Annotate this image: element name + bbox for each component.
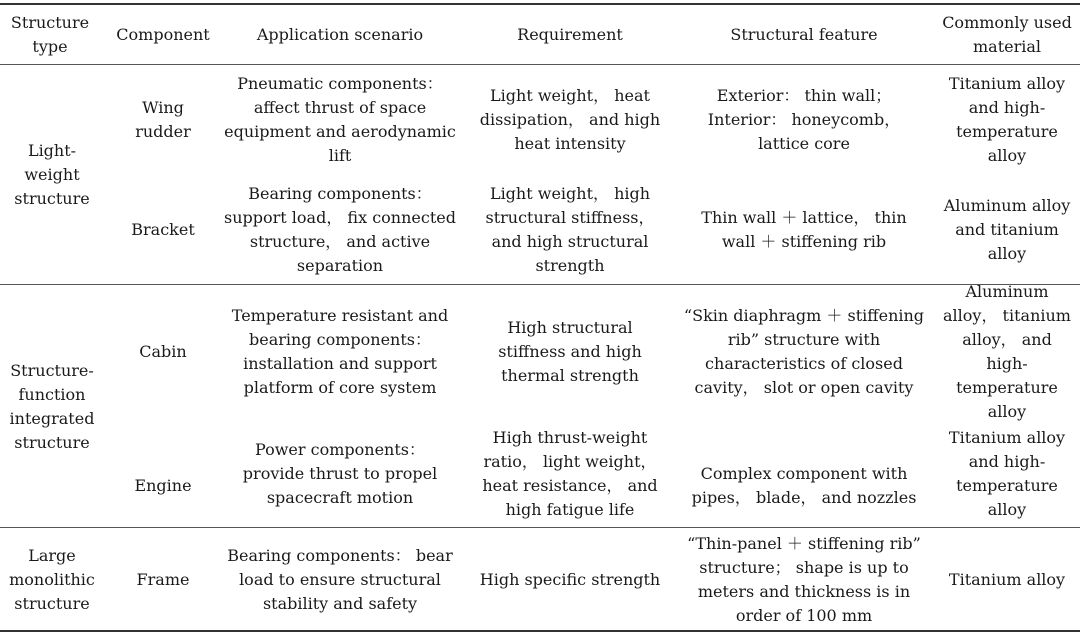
header-component: Component <box>116 24 210 44</box>
header-rule <box>0 64 1080 65</box>
table-row-requirement: Light weight， heat dissipation， and high heat intensity <box>479 86 661 153</box>
table-row-application: Pneumatic components： affect thrust of space equipment and aerodynamic lift <box>224 74 456 165</box>
table-row-feature: “Thin-panel ＋ stiffening rib” structure； shape is up to meters and thickness is in order of 100 mm <box>687 534 921 625</box>
table-row-material: Aluminum alloy， titanium alloy， and high-temperature alloy <box>943 282 1071 421</box>
table-row-component: Engine <box>134 476 192 495</box>
table-row-feature: Thin wall ＋ lattice， thin wall ＋ stiffening rib <box>701 208 907 251</box>
table-row-feature: Exterior： thin wall； Interior： honeycomb， lattice core <box>707 86 901 153</box>
table-row-requirement: High thrust-weight ratio， light weight， heat resistance， and high fatigue life <box>482 428 658 519</box>
table-bottom-rule <box>0 630 1080 632</box>
table-row-component: Cabin <box>139 342 187 361</box>
table-row-feature: Complex component with pipes， blade， and nozzles <box>691 464 917 507</box>
group-divider-1 <box>0 284 1080 285</box>
table-row-requirement: High specific strength <box>479 570 661 589</box>
header-application-scenario: Application scenario <box>256 24 424 44</box>
table-row-requirement: Light weight， high structural stiffness， and high structural strength <box>485 184 655 275</box>
table-row-component: Wing rudder <box>135 98 191 141</box>
header-structural-feature: Structural feature <box>730 24 878 44</box>
table-row-component: Bracket <box>131 220 195 239</box>
group-large-monolithic: Large monolithic structure <box>9 545 95 613</box>
header-requirement: Requirement <box>517 24 623 44</box>
table-row-material: Aluminum alloy and titanium alloy <box>943 196 1071 263</box>
table-row-material: Titanium alloy <box>948 570 1066 589</box>
table-row-application: Bearing components： support load， fix connected structure， and active separation <box>224 184 456 275</box>
table-row-application: Temperature resistant and bearing components： installation and support platform of core system <box>231 306 449 397</box>
table-row-material: Titanium alloy and high-temperature alloy <box>948 428 1066 519</box>
header-material: Commonly used material <box>942 12 1072 56</box>
table-row-feature: “Skin diaphragm ＋ stiffening rib” structure with characteristics of closed cavity， slot or open cavity <box>683 306 925 397</box>
group-light-weight: Light-weight structure <box>14 141 90 208</box>
table-row-requirement: High structural stiffness and high thermal strength <box>498 318 642 385</box>
table-row-component: Frame <box>136 570 190 589</box>
table-row-material: Titanium alloy and high-temperature alloy <box>948 74 1066 165</box>
table-row-application: Bearing components： bear load to ensure structural stability and safety <box>227 546 453 613</box>
group-structure-function: Structure-function integrated structure <box>9 360 95 452</box>
header-structure-type: Structure type <box>10 12 90 56</box>
table-row-application: Power components： provide thrust to propel spacecraft motion <box>242 440 438 507</box>
